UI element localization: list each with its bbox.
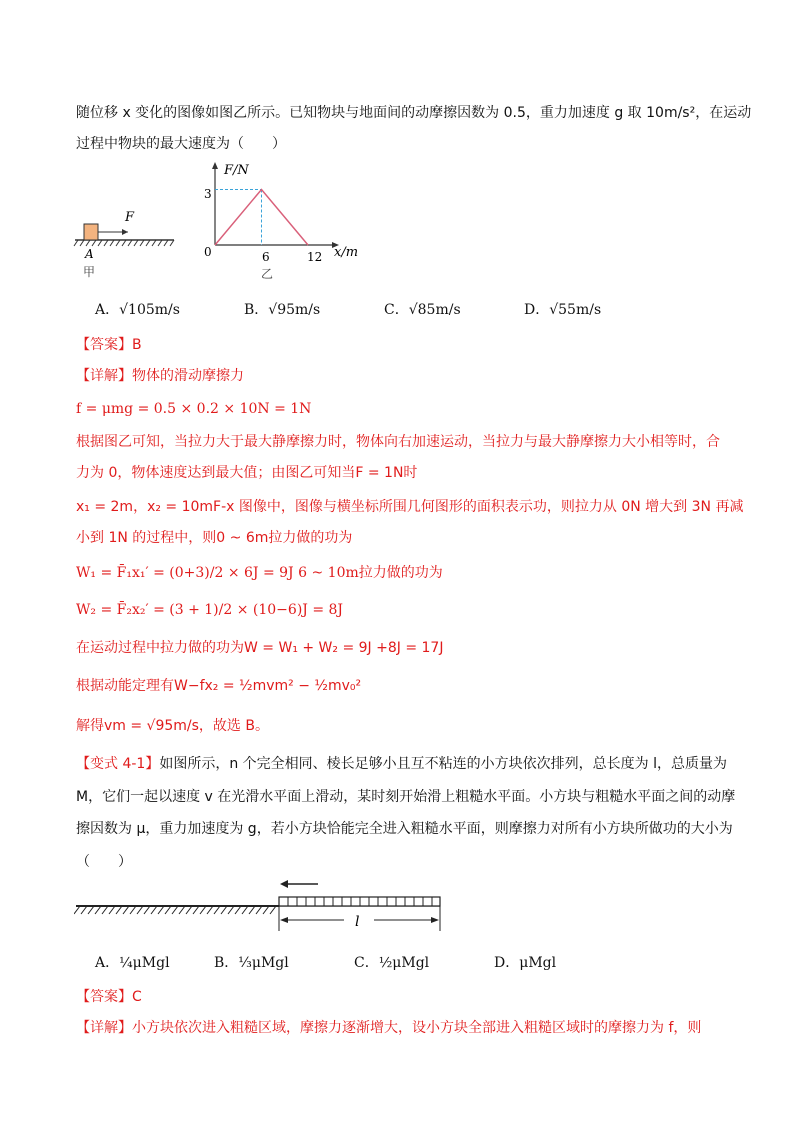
answer-2-value: C [132,989,142,1005]
block [84,224,98,240]
detail-2 [76,1018,701,1038]
detail-1-p3: x₁ = 2m，x₂ = 10mF-x 图像中，图像与横坐标所围几何图形的面积表示功，则拉力从 0N 增大到 3N 再减 [76,499,744,515]
option-a[interactable]: A．√105m/s [95,302,180,318]
x-tick-12: 12 [307,250,323,264]
variant-tag: 【变式 4-1】 [76,756,160,772]
option-2-d[interactable]: D．μMgl [494,955,557,971]
question-intro-line-1: 随位移 x 变化的图像如图乙所示。已知物块与地面间的动摩擦因数为 0.5，重力加速度 g 取 10m/s²，在运动 [76,105,752,121]
x-axis-label: x/m [334,245,359,260]
origin-label: 0 [204,245,212,259]
detail-1-eq1: f = μmg = 0.5 × 0.2 × 10N = 1N [76,401,312,417]
x-tick-6: 6 [262,250,270,264]
detail-1-text: 物体的滑动摩擦力 [132,368,244,384]
variant-figure [74,876,446,936]
length-label: l [355,914,360,930]
point-label: A [85,247,94,261]
figure-jia-caption: 甲 [83,265,96,279]
y-axis-label: F/N [224,163,249,178]
figure-yi-caption: 乙 [261,267,274,280]
figure-jia [70,200,180,280]
option-2-b[interactable]: B．⅓μMgl [214,955,289,971]
detail-1-eq3: W₂ = F̄₂x₂′ = (3 + 1)/2 × (10−6)J = 8J [76,602,344,618]
question-intro-line-2: 过程中物块的最大速度为（ ） [76,136,286,152]
option-2-a[interactable]: A．¼μMgl [95,955,170,971]
option-d[interactable]: D．√55m/s [524,302,602,318]
detail-1-intro [76,366,244,386]
detail-1-p6: 根据动能定理有W−fx₂ = ½mvm² − ½mv₀² [76,678,362,694]
force-label: F [125,210,135,225]
detail-1-p7: 解得vm = √95m/s，故选 B。 [76,718,269,734]
detail-2-text: 小方块依次进入粗糙区域，摩擦力逐渐增大，设小方块全部进入粗糙区域时的摩擦力为 f，则 [132,1020,702,1036]
detail-2-label: 【详解】 [76,1020,132,1036]
detail-1-label: 【详解】 [76,368,132,384]
detail-1-eq2: W₁ = F̄₁x₁′ = (0+3)/2 × 6J = 9J 6 ~ 10m拉力做的功为 [76,565,443,581]
option-2-c[interactable]: C．½μMgl [354,955,430,971]
answer-2 [76,987,142,1007]
variant-line-1 [76,754,727,774]
variant-text-1: 如图所示，n 个完全相同、棱长足够小且互不粘连的小方块依次排列，总长度为 l，总质量为 [159,756,727,772]
answer-1 [76,335,142,355]
figure-yi-chart [195,158,365,280]
answer-1-value: B [132,337,142,353]
detail-1-p1: 根据图乙可知，当拉力大于最大静摩擦力时，物体向右加速运动，当拉力与最大静摩擦力大小相等时，合 [76,434,720,450]
variant-line-2: M，它们一起以速度 v 在光滑水平面上滑动，某时刻开始滑上粗糙水平面。小方块与粗糙水平面之间的动摩 [76,789,736,805]
option-c[interactable]: C．√85m/s [384,302,461,318]
detail-1-p2: 力为 0，物体速度达到最大值；由图乙可知当F = 1N时 [76,465,418,481]
y-tick-3: 3 [204,187,212,201]
detail-1-p5: 在运动过程中拉力做的功为W = W₁ + W₂ = 9J +8J = 17J [76,640,444,656]
detail-1-p4: 小到 1N 的过程中，则0 ~ 6m拉力做的功为 [76,530,353,546]
option-b[interactable]: B．√95m/s [244,302,321,318]
answer-2-label: 【答案】 [76,989,132,1005]
answer-1-label: 【答案】 [76,337,132,353]
variant-line-3: 擦因数为 μ，重力加速度为 g，若小方块恰能完全进入粗糙水平面，则摩擦力对所有小方块所做功的大小为 [76,821,733,837]
variant-line-4: （ ） [76,854,132,870]
